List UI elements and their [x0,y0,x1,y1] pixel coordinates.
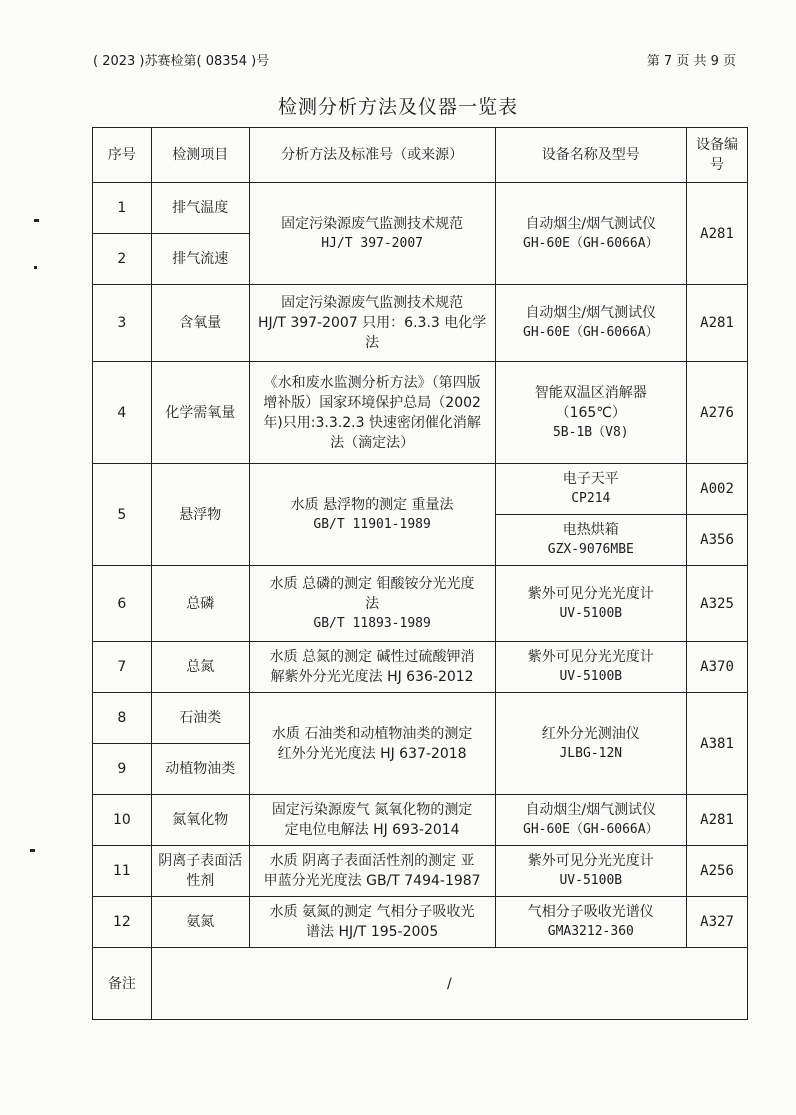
method-line: 红外分光光度法 HJ 637-2018 [277,745,467,762]
device-id-cell: A356 [687,515,748,566]
row-no: 6 [93,566,152,642]
equipment-line: 自动烟尘/烟气测试仪 [525,305,657,321]
equipment-cell [495,642,686,693]
equipment-line: UV-5100B [559,669,623,684]
device-id-cell: A276 [687,362,748,464]
method-line: 《水和废水监测分析方法》（第四版 [263,374,481,391]
equipment-line: GMA3212-360 [547,924,634,939]
row-item: 总氮 [151,642,249,693]
equipment-line: 电子天平 [562,471,619,487]
row-item: 阴离子表面活性剂 [151,846,249,897]
table-row [93,795,748,846]
row-no: 2 [93,234,152,285]
equipment-line: GH-60E（GH-6066A） [523,325,659,340]
method-cell [249,693,495,795]
col-header-device-id: 设备编号 [687,128,748,183]
method-line: 年)只用:3.3.2.3 快速密闭催化消解 [263,414,481,431]
equipment-line: 5B-1B（V8) [552,424,629,440]
equipment-cell [495,846,686,897]
table-row [93,846,748,897]
scan-mark [30,849,35,852]
table-header-row [93,128,748,183]
row-item: 动植物油类 [151,744,249,795]
table-row [93,897,748,948]
method-cell [249,183,495,285]
method-line: 水质 悬浮物的测定 重量法 [290,496,454,513]
device-id-cell: A002 [687,464,748,515]
report-number: ( 2023 )苏赛检第( 08354 )号 [93,54,270,69]
row-item: 总磷 [151,566,249,642]
equipment-line: 紫外可见分光光度计 [527,853,654,869]
row-item: 排气温度 [151,183,249,234]
method-line: GB/T 11893-1989 [313,615,431,631]
col-header-item: 检测项目 [151,128,249,183]
method-cell [249,846,495,897]
table-row [93,566,748,642]
page-title: 检测分析方法及仪器一览表 [277,96,518,118]
method-line: GB/T 11901-1989 [313,516,431,532]
col-header-equipment: 设备名称及型号 [495,128,686,183]
equipment-cell [495,897,686,948]
equipment-line: 电热烘箱 [562,522,619,538]
equipment-line: 红外分光测油仪 [541,725,640,742]
device-id-cell: A256 [687,846,748,897]
row-no: 9 [93,744,152,795]
note-value: / [151,948,747,1020]
equipment-line: （165℃） [555,404,627,421]
scan-mark [34,219,39,222]
equipment-cell [495,285,686,362]
device-id-cell: A281 [687,285,748,362]
equipment-line: CP214 [571,491,611,506]
row-no: 3 [93,285,152,362]
method-line: 水质 总氮的测定 碱性过硫酸钾消 [269,649,475,665]
equipment-cell [495,693,686,795]
col-header-method: 分析方法及标准号（或来源） [249,128,495,183]
row-no: 12 [93,897,152,948]
equipment-line: 紫外可见分光光度计 [527,585,654,602]
equipment-line: 自动烟尘/烟气测试仪 [525,802,657,818]
row-item: 含氧量 [151,285,249,362]
col-header-no: 序号 [93,128,152,183]
table-row [93,362,748,464]
equipment-line: GH-60E（GH-6066A） [523,235,659,251]
method-line: 水质 总磷的测定 钼酸铵分光光度 [269,575,475,592]
equipment-line: 气相分子吸收光谱仪 [527,904,654,920]
device-id-cell: A327 [687,897,748,948]
equipment-cell [495,515,686,566]
method-line: HJ/T 397-2007 只用：6.3.3 电化学 [257,315,487,331]
table-row [93,642,748,693]
device-id-cell: A370 [687,642,748,693]
table-row [93,285,748,362]
row-no: 7 [93,642,152,693]
row-no: 5 [93,464,152,566]
equipment-line: 自动烟尘/烟气测试仪 [525,215,657,232]
method-line: 定电位电解法 HJ 693-2014 [284,822,460,838]
method-cell [249,566,495,642]
table-row [93,183,748,234]
table-row [93,464,748,515]
method-cell [249,362,495,464]
row-item: 氮氧化物 [151,795,249,846]
equipment-cell [495,566,686,642]
method-line: 固定污染源废气监测技术规范 [281,295,464,311]
equipment-line: UV-5100B [559,605,623,621]
row-no: 10 [93,795,152,846]
row-no: 11 [93,846,152,897]
method-line: 水质 氨氮的测定 气相分子吸收光 [269,904,475,920]
method-line: 甲蓝分光光度法 GB/T 7494-1987 [263,873,481,889]
method-line: HJ/T 397-2007 [321,235,423,251]
method-line: 水质 石油类和动植物油类的测定 [271,725,473,742]
row-item: 化学需氧量 [151,362,249,464]
method-line: 谱法 HJ/T 195-2005 [306,924,439,940]
equipment-cell [495,464,686,515]
method-instrument-table [92,127,748,1020]
scan-mark [34,266,37,269]
method-line: 法 [365,595,380,612]
note-row [93,948,748,1020]
equipment-cell [495,362,686,464]
note-label: 备注 [93,948,152,1020]
device-id-cell: A281 [687,183,748,285]
equipment-line: UV-5100B [559,873,623,888]
equipment-line: 智能双温区消解器 [534,384,647,401]
row-item: 悬浮物 [151,464,249,566]
equipment-cell [495,795,686,846]
method-line: 法 [365,335,380,351]
method-line: 固定污染源废气监测技术规范 [281,215,464,232]
device-id-cell: A325 [687,566,748,642]
row-item: 排气流速 [151,234,249,285]
method-cell [249,897,495,948]
method-line: 固定污染源废气 氮氧化物的测定 [271,802,473,818]
device-id-cell: A381 [687,693,748,795]
method-line: 解紫外分光光度法 HJ 636-2012 [270,669,474,685]
row-item: 石油类 [151,693,249,744]
method-line: 水质 阴离子表面活性剂的测定 亚 [269,853,475,869]
method-line: 增补版）国家环境保护总局（2002 [263,394,481,411]
equipment-line: JLBG-12N [559,745,623,761]
page-info: 第 7 页 共 9 页 [646,54,736,69]
row-item: 氨氮 [151,897,249,948]
method-cell [249,642,495,693]
row-no: 8 [93,693,152,744]
equipment-cell [495,183,686,285]
method-cell [249,285,495,362]
method-cell [249,795,495,846]
table-row [93,693,748,744]
method-cell [249,464,495,566]
method-line: 法（滴定法） [330,434,415,451]
equipment-line: 紫外可见分光光度计 [527,649,654,665]
equipment-line: GH-60E（GH-6066A） [523,822,659,837]
row-no: 4 [93,362,152,464]
device-id-cell: A281 [687,795,748,846]
row-no: 1 [93,183,152,234]
equipment-line: GZX-9076MBE [547,542,634,557]
